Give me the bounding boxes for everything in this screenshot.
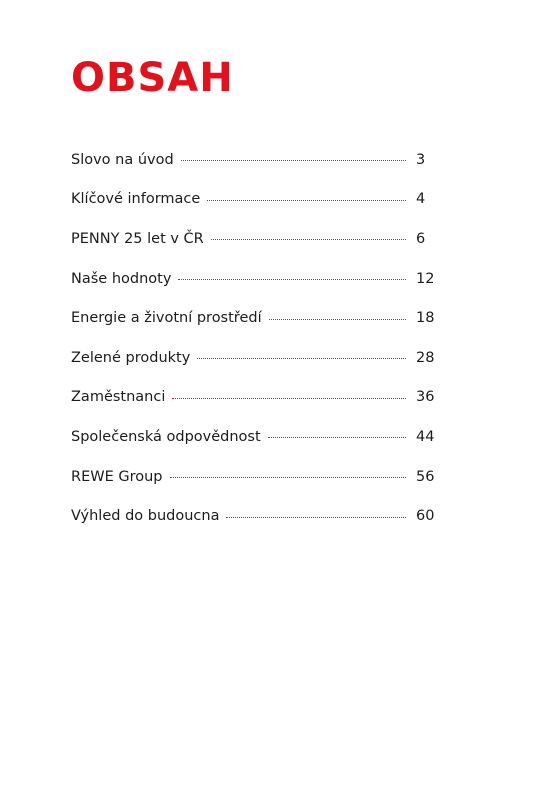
toc-entry-nase-hodnoty[interactable] — [71, 259, 443, 299]
toc-page-number: 12 — [416, 270, 435, 287]
dotted-leader — [268, 437, 406, 438]
dotted-leader — [178, 279, 406, 280]
toc-entry-label: Zaměstnanci — [71, 389, 166, 406]
toc-entry-zamestnanci[interactable] — [71, 378, 443, 418]
toc-entry-label: Výhled do budoucna — [71, 508, 220, 525]
toc-page-number: 36 — [416, 389, 435, 406]
toc-page-number: 56 — [416, 468, 435, 485]
toc-entry-penny-25-let[interactable] — [71, 219, 443, 259]
toc-page-number: 18 — [416, 310, 435, 327]
toc-page-number: 4 — [416, 191, 426, 208]
dotted-leader — [170, 477, 407, 478]
toc-entry-label: Zelené produkty — [71, 349, 191, 366]
toc-page-number: 60 — [416, 508, 435, 525]
dotted-leader — [211, 239, 406, 240]
dotted-leader — [181, 160, 406, 161]
toc-entry-label: Slovo na úvod — [71, 151, 174, 168]
toc-entry-spolecenska-odpovednost[interactable] — [71, 417, 443, 457]
toc-entry-energie[interactable] — [71, 298, 443, 338]
dotted-leader — [269, 319, 406, 320]
toc-page-number: 3 — [416, 151, 426, 168]
toc-entry-label: Klíčové informace — [71, 191, 201, 208]
toc-entry-vyhled-do-budoucna[interactable] — [71, 496, 443, 536]
dotted-leader — [172, 398, 406, 399]
page-title: OBSAH — [71, 55, 234, 101]
toc-page-number: 44 — [416, 428, 435, 445]
toc-page-number: 6 — [416, 230, 426, 247]
table-of-contents — [71, 140, 443, 536]
toc-entry-zelene-produkty[interactable] — [71, 338, 443, 378]
toc-entry-slovo-na-uvod[interactable] — [71, 140, 443, 180]
toc-entry-klicove-informace[interactable] — [71, 180, 443, 220]
toc-entry-label: Společenská odpovědnost — [71, 428, 261, 445]
dotted-leader — [207, 200, 406, 201]
dotted-leader — [197, 358, 406, 359]
toc-page-number: 28 — [416, 349, 435, 366]
toc-entry-label: REWE Group — [71, 468, 163, 485]
dotted-leader — [226, 517, 406, 518]
toc-entry-label: Energie a životní prostředí — [71, 310, 262, 327]
toc-entry-rewe-group[interactable] — [71, 457, 443, 497]
toc-entry-label: Naše hodnoty — [71, 270, 172, 287]
toc-entry-label: PENNY 25 let v ČR — [71, 230, 204, 247]
